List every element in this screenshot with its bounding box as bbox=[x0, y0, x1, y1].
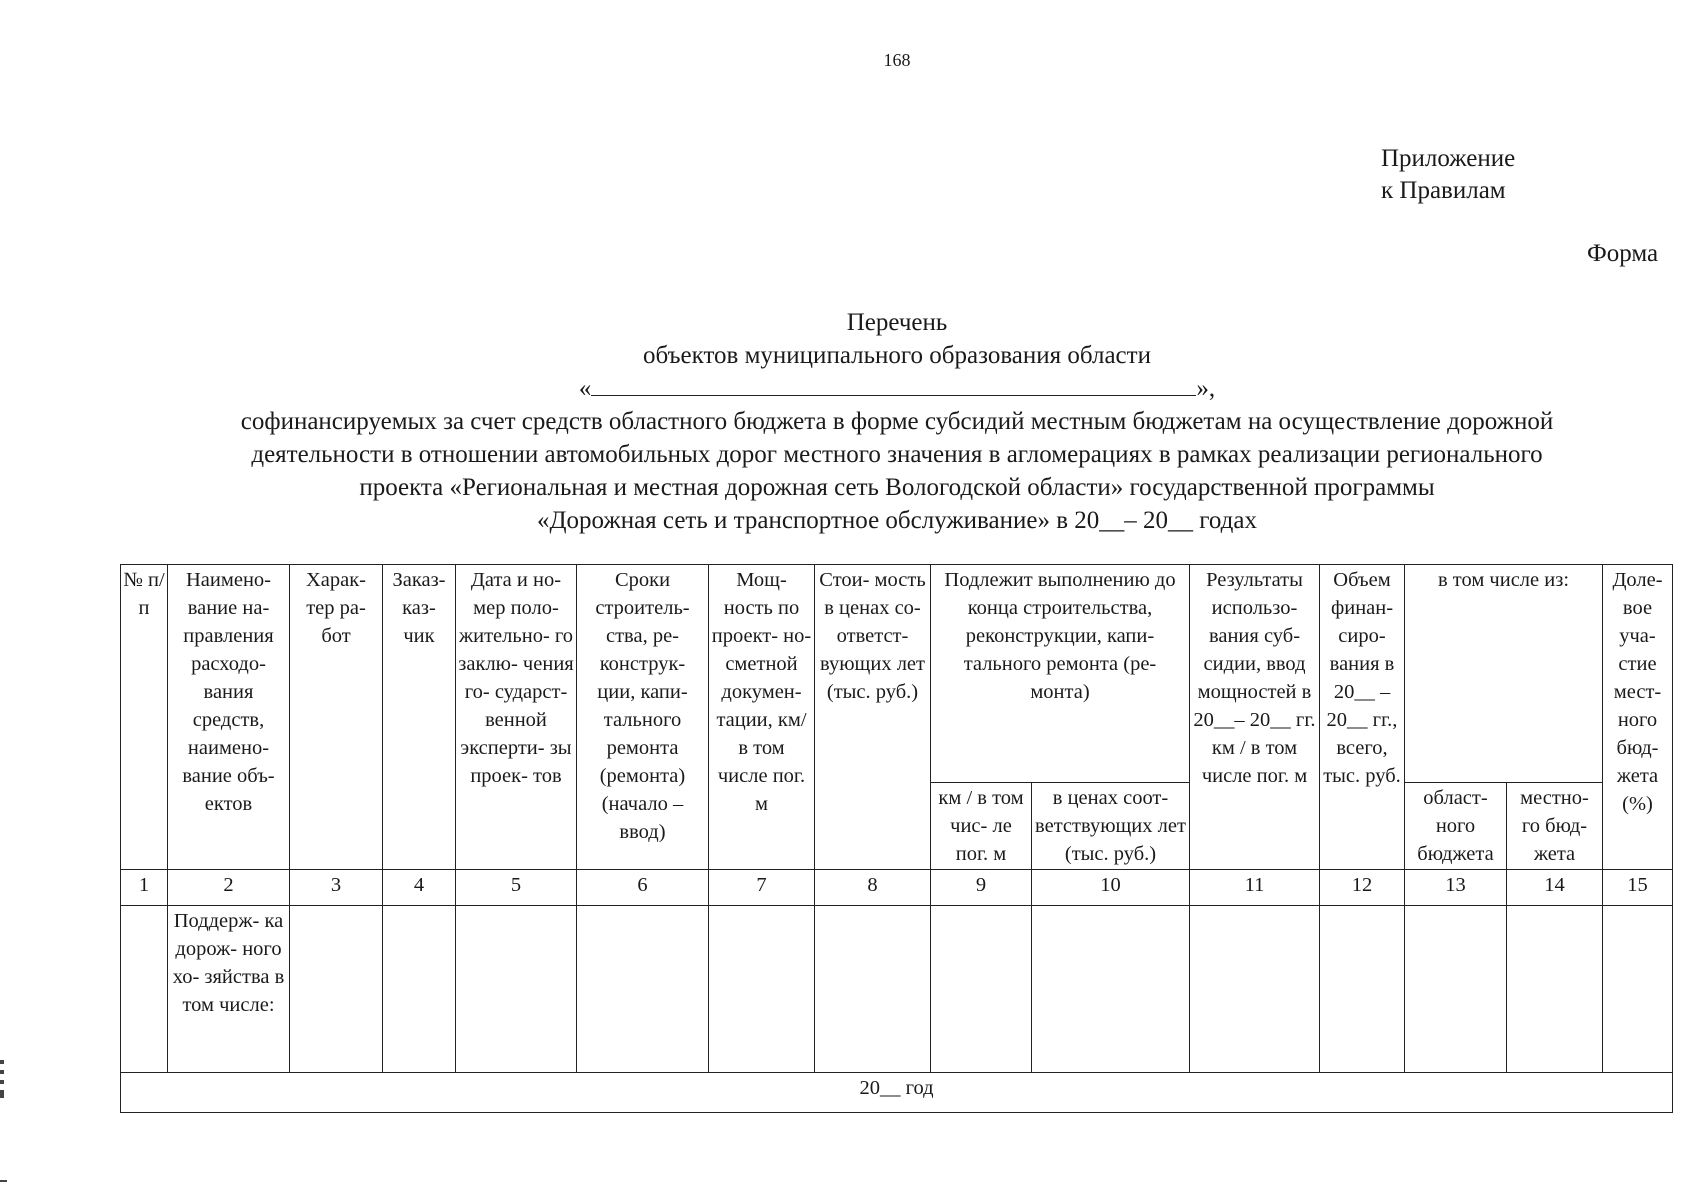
binding-mark bbox=[0, 1070, 4, 1074]
table-cell bbox=[383, 906, 456, 1073]
document-title bbox=[140, 306, 1654, 537]
table-cell bbox=[1405, 906, 1507, 1073]
table-cell bbox=[709, 906, 815, 1073]
table-cell bbox=[1032, 906, 1190, 1073]
binding-mark bbox=[0, 1080, 4, 1084]
column-number: 9 bbox=[931, 870, 1032, 906]
title-line-4: софинансируемых за счет средств областного бюджета в форме субсидий местным бюджетам на осуществление дорожной bbox=[240, 408, 1554, 435]
header-row-1 bbox=[121, 565, 1673, 783]
header-results: Результаты использо- вания суб- сидии, ввод мощностей в 20__– 20__ гг. км / в том числе пог. м bbox=[1190, 565, 1320, 870]
table-cell bbox=[1507, 906, 1603, 1073]
appendix-line-2: к Правилам bbox=[1381, 177, 1506, 204]
binding-mark bbox=[0, 1090, 4, 1098]
title-line-2: объектов муниципального образования области bbox=[643, 342, 1151, 369]
header-including: в том числе из: bbox=[1405, 565, 1603, 783]
header-direction-name: Наимено- вание на- правления расходо- вания средств, наимено- вание объ- ектов bbox=[168, 565, 290, 870]
header-capacity: Мощ- ность по проект- но- сметной докумен- тации, км/ в том числе пог. м bbox=[709, 565, 815, 870]
column-number: 7 bbox=[709, 870, 815, 906]
header-share: Доле- вое уча- стие мест- ного бюд- жета (%) bbox=[1603, 565, 1673, 870]
header-terms: Сроки строитель- ства, ре- конструк- ции, капи- тального ремонта (ремонта) (начало – ввод) bbox=[577, 565, 709, 870]
column-number: 3 bbox=[290, 870, 383, 906]
header-financing: Объем финан- сиро- вания в 20__ – 20__ гг., всего, тыс. руб. bbox=[1320, 565, 1405, 870]
binding-mark bbox=[0, 1180, 7, 1182]
column-number: 6 bbox=[577, 870, 709, 906]
column-number: 13 bbox=[1405, 870, 1507, 906]
municipality-blank bbox=[591, 375, 1196, 396]
year-label: 20__ год bbox=[121, 1073, 1673, 1113]
header-km: км / в том чис- ле пог. м bbox=[931, 783, 1032, 870]
table-cell bbox=[1603, 906, 1673, 1073]
column-number: 2 bbox=[168, 870, 290, 906]
column-number: 4 bbox=[383, 870, 456, 906]
column-number: 1 bbox=[121, 870, 168, 906]
title-municipality-line bbox=[140, 372, 1654, 405]
appendix-note bbox=[1381, 143, 1515, 207]
title-line-1: Перечень bbox=[846, 309, 948, 336]
year-row bbox=[121, 1073, 1673, 1113]
support-label: Поддерж- ка дорож- ного хо- зяйства в том числе: bbox=[168, 906, 290, 1073]
column-number: 8 bbox=[815, 870, 931, 906]
table-cell bbox=[577, 906, 709, 1073]
table-cell bbox=[121, 906, 168, 1073]
title-line-5: деятельности в отношении автомобильных дорог местного значения в агломерациях в рамках реализации регионального bbox=[251, 441, 1543, 468]
header-prices: в ценах соот- ветствующих лет (тыс. руб.) bbox=[1032, 783, 1190, 870]
header-number: № п/п bbox=[121, 565, 168, 870]
header-local-budget: местно- го бюд- жета bbox=[1507, 783, 1603, 870]
open-quote: « bbox=[578, 375, 592, 402]
column-number-row bbox=[121, 870, 1673, 906]
header-remaining-work: Подлежит выполнению до конца строительства, реконструкции, капи- тального ремонта (ре- монта) bbox=[931, 565, 1190, 783]
page-number: 168 bbox=[883, 50, 911, 70]
header-regional-budget: област- ного бюджета bbox=[1405, 783, 1507, 870]
header-work-type: Харак- тер ра- бот bbox=[290, 565, 383, 870]
form-label: Форма bbox=[1587, 240, 1659, 267]
column-number: 5 bbox=[456, 870, 577, 906]
column-number: 11 bbox=[1190, 870, 1320, 906]
table-cell bbox=[815, 906, 931, 1073]
header-cost: Стои- мость в ценах со- ответст- вующих лет (тыс. руб.) bbox=[815, 565, 931, 870]
table-cell bbox=[290, 906, 383, 1073]
title-line-7: «Дорожная сеть и транспортное обслуживание» в 20__– 20__ годах bbox=[536, 507, 1257, 534]
objects-table bbox=[120, 564, 1673, 1113]
column-number: 15 bbox=[1603, 870, 1673, 906]
close-quote: », bbox=[1196, 375, 1216, 402]
table-cell bbox=[456, 906, 577, 1073]
column-number: 10 bbox=[1032, 870, 1190, 906]
table-cell bbox=[931, 906, 1032, 1073]
table-cell bbox=[1190, 906, 1320, 1073]
support-row bbox=[121, 906, 1673, 1073]
title-line-6: проекта «Региональная и местная дорожная сеть Вологодской области» государственной программы bbox=[359, 474, 1435, 501]
header-expertise: Дата и но- мер поло- жительно- го заклю- чения го- сударст- венной эксперти- зы проек- тов bbox=[456, 565, 577, 870]
binding-mark bbox=[0, 1060, 4, 1064]
header-customer: Заказ- каз- чик bbox=[383, 565, 456, 870]
appendix-line-1: Приложение bbox=[1381, 145, 1516, 172]
column-number: 12 bbox=[1320, 870, 1405, 906]
table-cell bbox=[1320, 906, 1405, 1073]
column-number: 14 bbox=[1507, 870, 1603, 906]
